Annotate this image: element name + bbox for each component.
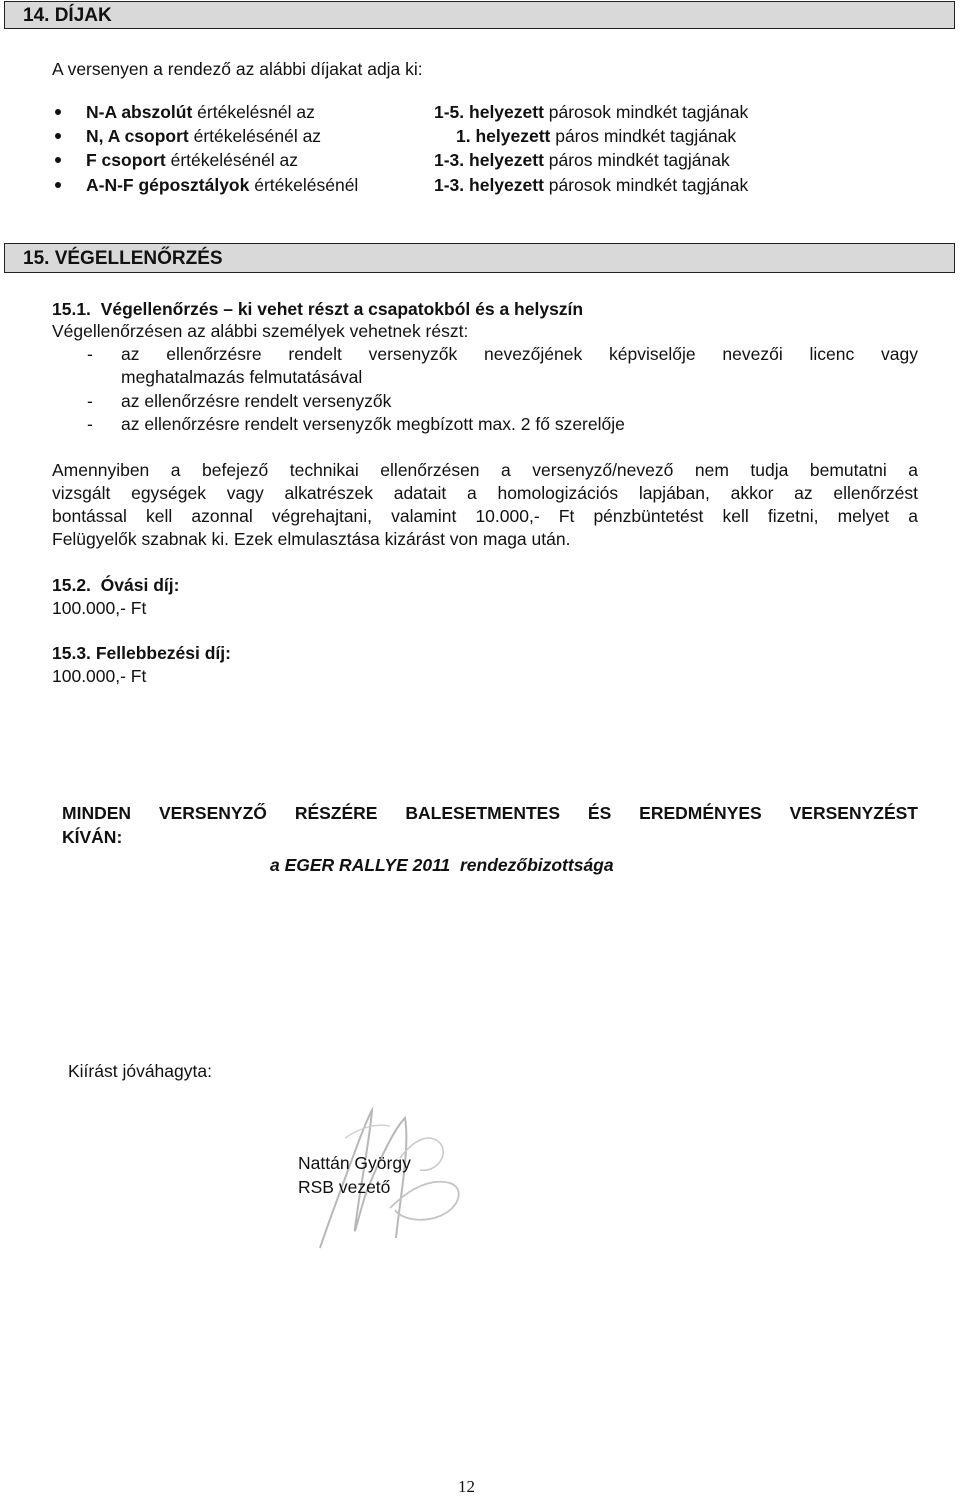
list-item-text-cont: meghatalmazás felmutatásával	[121, 367, 363, 387]
prize-category: N, A csoport értékelésénél az	[86, 126, 322, 146]
list-item-text: az ellenőrzésre rendelt versenyzők megbízott max. 2 fő szerelője	[121, 414, 625, 434]
paragraph-line: bontással kell azonnal végrehajtani, valamint 10.000,- Ft pénzbüntetést kell fizetni, melyet a	[52, 506, 918, 526]
subsection-15-1-heading: 15.1. Végellenőrzés – ki vehet részt a csapatokból és a helyszín	[52, 299, 584, 319]
bullet-icon	[55, 133, 61, 139]
organizer-signature-line: a EGER RALLYE 2011 rendezőbizottsága	[270, 855, 614, 875]
approved-label: Kiírást jóváhagyta:	[68, 1061, 212, 1081]
closing-wish: MINDEN VERSENYZŐ RÉSZÉRE BALESETMENTES ÉS EREDMÉNYES VERSENYZÉST	[62, 803, 918, 823]
participants-intro: Végellenőrzésen az alábbi személyek vehetnek részt:	[52, 321, 469, 341]
bullet-icon	[55, 182, 61, 188]
page-number: 12	[458, 1477, 475, 1496]
subsection-15-3-heading: 15.3. Fellebbezési díj:	[52, 643, 231, 663]
section-14-header: 14. DÍJAK	[4, 1, 955, 29]
prize-category: F csoport értékelésénél az	[86, 150, 299, 170]
list-dash: -	[87, 391, 93, 411]
subsection-15-2-heading: 15.2. Óvási díj:	[52, 575, 180, 595]
list-item-text: az ellenőrzésre rendelt versenyzők	[121, 391, 392, 411]
prize-placement: 1-3. helyezett párosok mindkét tagjának	[434, 175, 749, 195]
paragraph-line: vizsgált egységek vagy alkatrészek adatait a homologizációs lapjában, akkor az ellenőrzést	[52, 483, 918, 503]
closing-wish-cont: KÍVÁN:	[62, 827, 123, 847]
paragraph-line: Amennyiben a befejező technikai ellenőrzésen a versenyző/nevező nem tudja bemutatni a	[52, 460, 918, 480]
prize-placement: 1-5. helyezett párosok mindkét tagjának	[434, 102, 749, 122]
appeal-fee-value: 100.000,- Ft	[52, 666, 147, 686]
list-item-text: az ellenőrzésre rendelt versenyzők nevezőjének képviselője nevezői licenc vagy	[121, 344, 918, 364]
prizes-intro: A versenyen a rendező az alábbi díjakat adja ki:	[52, 59, 423, 79]
list-dash: -	[87, 344, 93, 364]
prize-placement: 1. helyezett páros mindkét tagjának	[456, 126, 737, 146]
protest-fee-value: 100.000,- Ft	[52, 598, 147, 618]
list-dash: -	[87, 414, 93, 434]
section-15-header: 15. VÉGELLENŐRZÉS	[4, 243, 955, 273]
signer-role: RSB vezető	[298, 1177, 391, 1197]
prize-category: N-A abszolút értékelésnél az	[86, 102, 315, 122]
bullet-icon	[55, 109, 61, 115]
prize-placement: 1-3. helyezett páros mindkét tagjának	[434, 150, 730, 170]
paragraph-line: Felügyelők szabnak ki. Ezek elmulasztása kizárást von maga után.	[52, 529, 571, 549]
bullet-icon	[55, 157, 61, 163]
prize-category: A-N-F géposztályok értékelésénél	[86, 175, 359, 195]
signer-name: Nattán György	[298, 1153, 411, 1173]
